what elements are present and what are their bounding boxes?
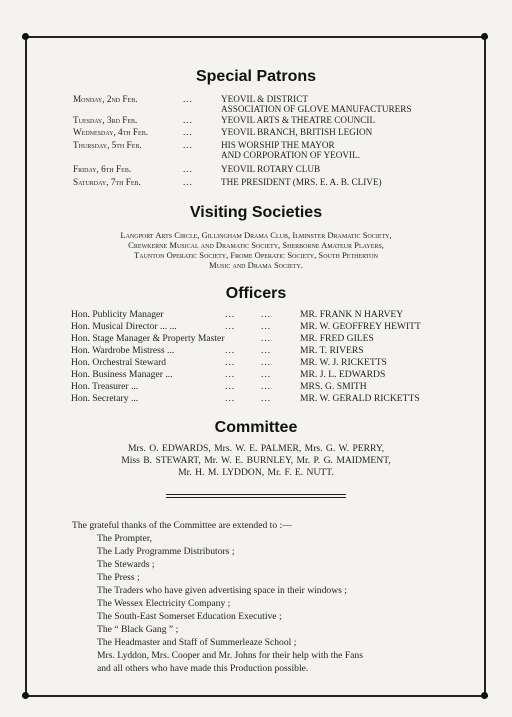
officer-name: MR. W. GEOFFREY HEWITT [300,321,421,332]
officer-dots: ... [261,357,272,368]
patron-day: Monday, 2nd Feb. [73,94,138,104]
patron-name: YEOVIL ROTARY CLUB [221,164,321,174]
border-top [22,36,488,38]
officer-title: Hon. Secretary ... [71,393,139,404]
patron-day: Tuesday, 3rd Feb. [73,115,138,125]
committee-line: Mr. H. M. LYDDON, Mr. F. E. NUTT. [178,467,334,478]
officer-dots: ... [225,309,236,320]
corner-dot-bottom-left [22,692,29,699]
thanks-item: and all others who have made this Production possible. [97,663,309,674]
corner-dot-top-left [22,33,29,40]
patron-name: THE PRESIDENT (MRS. E. A. B. CLIVE) [221,177,382,187]
patron-name-cont: AND CORPORATION OF YEOVIL. [221,150,361,160]
officer-dots: ... [261,381,272,392]
officer-name: MR. T. RIVERS [300,345,364,356]
patron-day: Wednesday, 4th Feb. [73,127,149,137]
corner-dot-bottom-right [481,692,488,699]
visiting-societies-heading: Visiting Societies [189,204,323,221]
thanks-item: The Prompter, [97,533,153,544]
patron-dots: ... [183,177,193,187]
officer-dots: ... [261,309,272,320]
officer-dots: ... [225,345,236,356]
thanks-item: The South-East Somerset Education Executive ; [97,611,282,622]
patron-dots: ... [183,115,193,125]
officer-title: Hon. Publicity Manager [71,309,164,320]
patron-name: HIS WORSHIP THE MAYOR [221,140,335,150]
officer-dots: ... [261,345,272,356]
patron-dots: ... [183,140,193,150]
thanks-item: The Lady Programme Distributors ; [97,546,235,557]
officer-dots: ... [225,381,236,392]
corner-dot-top-right [481,33,488,40]
officer-name: MR. FRED GILES [300,333,374,344]
patron-day: Friday, 6th Feb. [73,164,132,174]
officer-name: MRS. G. SMITH [300,381,367,392]
officer-dots: ... [225,321,236,332]
officer-dots: ... [225,369,236,380]
thanks-item: The Wessex Electricity Company ; [97,598,231,609]
border-right [484,33,486,698]
societies-line: Langport Arts Circle, Gillingham Drama Club, Ilminster Dramatic Society, [120,230,392,240]
thanks-item: The Press ; [97,572,140,583]
thanks-intro: The grateful thanks of the Committee are extended to :— [72,520,292,531]
thanks-item: The “ Black Gang ” ; [97,624,179,635]
thanks-item: The Traders who have given advertising space in their windows ; [97,585,347,596]
societies-line: Crewkerne Musical and Dramatic Society, Sherborne Amateur Players, [128,240,384,250]
thanks-item: The Headmaster and Staff of Summerleaze School ; [97,637,297,648]
border-bottom [22,695,488,697]
border-left [25,33,27,698]
patron-day: Saturday, 7th Feb. [73,177,141,187]
officer-name: MR. W. J. RICKETTS [300,357,387,368]
officer-name: MR. W. GERALD RICKETTS [300,393,420,404]
officer-title: Hon. Business Manager ... [71,369,173,380]
committee-line: Miss B. STEWART, Mr. W. E. BURNLEY, Mr. P. G. MAIDMENT, [121,455,391,466]
officers-heading: Officers [225,285,287,302]
patron-dots: ... [183,94,193,104]
officer-dots: ... [225,357,236,368]
patron-name-cont: ASSOCIATION OF GLOVE MANUFACTURERS [221,104,412,114]
officer-title: Hon. Treasurer ... [71,381,139,392]
thanks-item: The Stewards ; [97,559,155,570]
officer-name: MR. J. L. EDWARDS [300,369,386,380]
committee-line: Mrs. O. EDWARDS, Mrs. W. E. PALMER, Mrs. G. W. PERRY, [127,443,385,454]
officer-dots: ... [225,393,236,404]
patron-day: Thursday, 5th Feb. [73,140,142,150]
officer-dots: ... [261,321,272,332]
officer-title: Hon. Wardrobe Mistress ... [71,345,175,356]
special-patrons-heading: Special Patrons [195,68,317,85]
officer-dots: ... [261,393,272,404]
patron-name: YEOVIL BRANCH, BRITISH LEGION [221,127,373,137]
divider-rule-bottom [166,497,346,498]
patron-dots: ... [183,127,193,137]
officer-title: Hon. Stage Manager & Property Master [71,333,225,344]
patron-name: YEOVIL & DISTRICT [221,94,308,104]
patron-name: YEOVIL ARTS & THEATRE COUNCIL [221,115,376,125]
thanks-item: Mrs. Lyddon, Mrs. Cooper and Mr. Johns for their help with the Fans [97,650,363,661]
officer-title: Hon. Musical Director ... ... [71,321,177,332]
patron-dots: ... [183,164,193,174]
officer-dots: ... [261,369,272,380]
committee-heading: Committee [214,419,298,436]
officer-title: Hon. Orchestral Steward [71,357,167,368]
officer-name: MR. FRANK N HARVEY [300,309,404,320]
societies-line: Taunton Operatic Society, Frome Operatic Society, South Petherton [134,250,378,260]
divider-rule-top [166,494,346,495]
societies-line: Music and Drama Society. [209,260,303,270]
officer-dots: ... [261,333,272,344]
